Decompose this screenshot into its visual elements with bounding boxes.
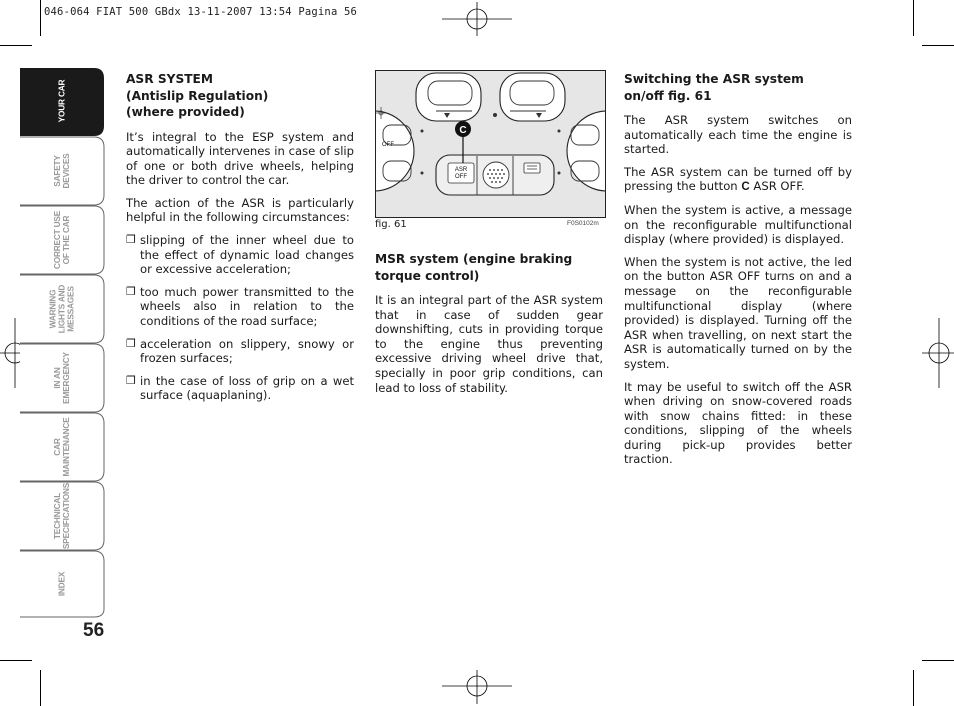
tab-safety-devices[interactable] — [20, 138, 104, 204]
asr-turn-off-paragraph: The ASR system can be turned off by pressing the button C ASR OFF. — [624, 164, 852, 194]
tab-label: INDEX — [56, 571, 67, 597]
asr-circumstances-paragraph: The action of the ASR is particularly helpful in the following circumstances: — [126, 195, 354, 225]
checkbox-bullet-icon: ❒ — [126, 284, 136, 298]
button-c-letter: C — [741, 180, 750, 194]
tab-car-maintenance[interactable] — [20, 414, 104, 480]
tab-label: IN AN EMERGENCY — [52, 352, 71, 404]
asr-snow-chains-paragraph: It may be useful to switch off the ASR when driving on snow-covered roads with snow chains fitted: in these conditions, slipping of the wheels during pick-up provides better traction. — [624, 379, 852, 467]
page-number: 56 — [83, 620, 105, 641]
asr-button-label: ASR — [454, 167, 468, 173]
asr-auto-paragraph: The ASR system switches on automatically each time the engine is started. — [624, 113, 852, 157]
right-column — [624, 71, 852, 475]
list-item: ❒ in the case of loss of grip on a wet surface (aquaplaning). — [126, 373, 354, 403]
asr-active-paragraph: When the system is active, a message on the reconfigurable multifunctional display (where provided) is displayed. — [624, 202, 852, 247]
dashboard-drawing — [376, 71, 605, 217]
checkbox-bullet-icon: ❒ — [126, 373, 136, 387]
tab-correct-use[interactable] — [20, 207, 104, 273]
tab-warning-lights[interactable] — [20, 276, 104, 342]
list-item: ❒ too much power transmitted to the wheels also in relation to the conditions of the road surface; — [126, 284, 354, 329]
switching-asr-heading: Switching the ASR system on/off fig. 61 — [624, 72, 804, 103]
middle-column — [375, 251, 603, 403]
msr-paragraph: It is an integral part of the ASR system that in case of sudden gear downshifting, cuts in providing torque to the engine thus preventing excessive driving wheel drive that, specially in poor grip conditions, can lead to loss of stability. — [375, 293, 603, 395]
tab-label: CORRECT USE OF THE CAR — [52, 210, 71, 270]
tab-emergency[interactable] — [20, 345, 104, 411]
msr-heading: MSR system (engine braking torque control) — [375, 252, 573, 283]
tab-your-car[interactable] — [20, 68, 104, 134]
print-header: 046-064 FIAT 500 GBdx 13-11-2007 13:54 Pagina 56 — [44, 6, 358, 18]
knob-off-label: OFF — [382, 142, 394, 148]
figure-code: F0S0102m — [567, 220, 599, 227]
list-item: ❒ acceleration on slippery, snowy or frozen surfaces; — [126, 336, 354, 366]
asr-intro-paragraph: It’s integral to the ESP system and automatically intervenes in case of slip of one or both drive wheels, helping the driver to control the car. — [126, 129, 354, 188]
tab-label: CAR MAINTENANCE — [52, 417, 71, 477]
list-item: ❒ slipping of the inner wheel due to the effect of dynamic load changes or excessive acceleration; — [126, 233, 354, 277]
callout-c: C — [459, 125, 467, 136]
tab-label: TECHNICAL SPECIFICATIONS — [52, 482, 71, 550]
asr-inactive-paragraph: When the system is not active, the led on the button ASR OFF turns on and a message on the reconfigurable multifunctional display (where provided) is displayed. Turning off the ASR when travelling, on next start the ASR is automatically turned on by the system. — [624, 254, 852, 371]
figure-caption: fig. 61 — [375, 219, 407, 230]
tab-label: SAFETY DEVICES — [52, 153, 71, 189]
tab-technical-specs[interactable] — [20, 483, 104, 549]
figure-dashboard-illustration — [375, 70, 606, 218]
tab-label: WARNING LIGHTS AND MESSAGES — [47, 284, 76, 334]
tab-index[interactable] — [20, 551, 104, 617]
checkbox-bullet-icon: ❒ — [126, 233, 136, 247]
left-column — [126, 71, 354, 411]
checkbox-bullet-icon: ❒ — [126, 336, 136, 350]
asr-off-button-label: OFF — [455, 174, 467, 180]
asr-heading: ASR SYSTEM (Antislip Regulation) (where provided) — [126, 72, 269, 119]
tab-label: YOUR CAR — [56, 79, 67, 123]
